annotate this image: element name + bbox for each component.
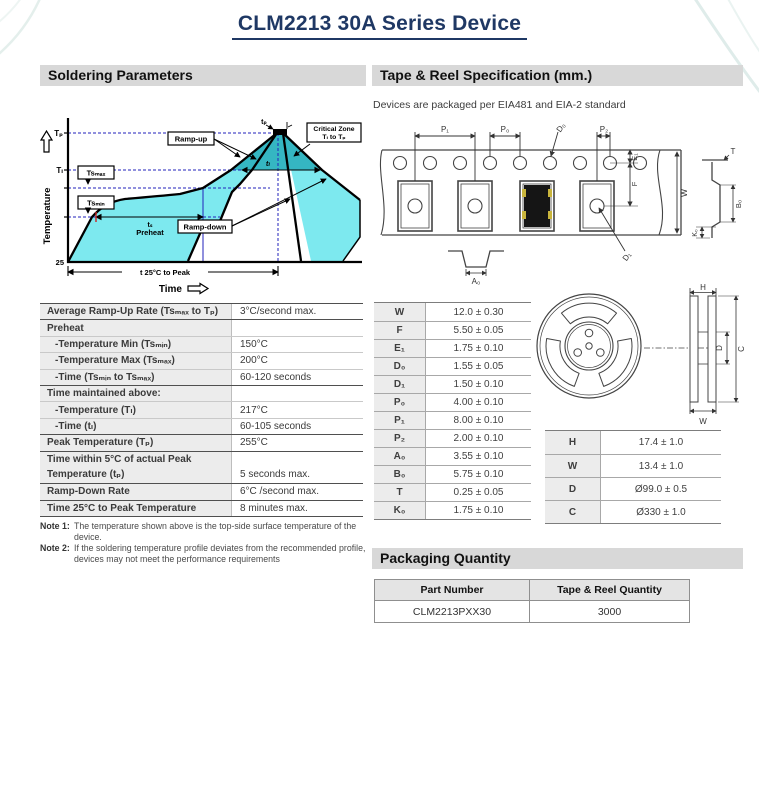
y-axis-title: Temperature <box>42 187 53 245</box>
param-value: 200°C <box>232 353 363 368</box>
time-axis-arrow-icon <box>188 284 208 294</box>
dim-key: D₀ <box>374 358 426 375</box>
dim-key: W <box>374 303 426 321</box>
note2-text-cont: devices may not meet the performance requirements <box>74 554 280 564</box>
tp-axis-label: Tₚ <box>54 129 63 138</box>
dim-row <box>374 411 531 429</box>
ts-span-label: tₛ <box>147 222 153 229</box>
dim-row <box>545 431 721 454</box>
dim-val: 5.75 ± 0.10 <box>453 469 504 480</box>
page-title: CLM2213 30A Series Device <box>232 12 527 40</box>
table-row <box>40 352 363 368</box>
table-row <box>40 303 363 319</box>
param-value: 217°C <box>232 402 363 417</box>
table-row <box>40 483 363 499</box>
dim-row <box>374 393 531 411</box>
dim-row <box>374 501 531 519</box>
param-label: -Temperature Max (Tsₘₐₓ) <box>40 353 232 368</box>
quantity-value: 3000 <box>597 605 622 618</box>
dim-b0-label: B₀ <box>734 199 743 209</box>
dim-key: P₁ <box>374 412 426 429</box>
dim-a0-label: A₀ <box>471 277 481 286</box>
dim-t-label: T <box>730 147 736 156</box>
dim-key: K₀ <box>374 502 426 519</box>
reel-side-view <box>644 296 716 402</box>
param-value <box>232 320 363 335</box>
dim-e1-label: E₁ <box>630 153 639 161</box>
dim-val: 8.00 ± 0.10 <box>453 415 504 426</box>
part-number-value: CLM2213PXX30 <box>375 601 530 622</box>
tape-pockets <box>398 181 614 231</box>
dim-key: T <box>374 484 426 501</box>
param-label: Peak Temperature (Tₚ) <box>40 435 232 450</box>
dim-val: 12.0 ± 0.30 <box>453 306 504 318</box>
param-label: Ramp-Down Rate <box>40 484 232 499</box>
table-row <box>40 401 363 417</box>
dim-val: 1.75 ± 0.10 <box>453 343 504 354</box>
dim-val: 1.50 ± 0.10 <box>453 379 504 390</box>
dim-d1-label: D₁ <box>620 250 634 263</box>
param-value: 150°C <box>232 337 363 352</box>
ramp-down-label: Ramp-down <box>183 222 227 232</box>
tsmax-label: Tsₘₐₓ <box>86 168 106 178</box>
dim-d0-label: D₀ <box>554 121 568 134</box>
dim-val: 17.4 ± 1.0 <box>638 437 684 448</box>
dim-key: W <box>545 455 601 477</box>
tp-span-label: tₚ <box>261 119 267 126</box>
param-label: Temperature (tₚ) <box>40 467 232 483</box>
dim-p1-label: P₁ <box>440 125 450 134</box>
tl-axis-label: Tₗ <box>56 166 63 175</box>
param-value: 5 seconds max. <box>232 467 363 483</box>
dim-val: 5.50 ± 0.05 <box>453 325 504 336</box>
param-value <box>232 386 363 401</box>
dim-row <box>374 303 531 321</box>
dim-p0-label: P₀ <box>500 125 510 134</box>
dim-key: C <box>545 501 601 523</box>
page-title-wrap <box>0 12 759 40</box>
dim-key: D₁ <box>374 376 426 393</box>
param-value: 8 minutes max. <box>232 501 363 516</box>
note1-text: The temperature shown above is the top-side surface temperature of the device. <box>74 521 357 542</box>
reel-diagram <box>534 283 752 428</box>
tape-side-profile <box>702 160 728 238</box>
dim-val: Ø330 ± 1.0 <box>636 506 686 518</box>
x-span-label: t 25°C to Peak <box>139 268 191 277</box>
dim-val: 3.55 ± 0.10 <box>453 451 504 462</box>
soldering-notes <box>40 521 370 565</box>
dim-row <box>374 447 531 465</box>
tape-diagram <box>372 118 752 293</box>
param-label: -Temperature Min (Tsₘᵢₙ) <box>40 337 232 352</box>
col-header-part-number: Part Number <box>375 580 530 600</box>
pocket-cross-section <box>448 251 504 267</box>
dim-row <box>374 357 531 375</box>
dim-key: D <box>545 478 601 500</box>
dim-key: P₀ <box>374 394 426 411</box>
soldering-parameters-table <box>40 303 363 517</box>
preheat-label: Preheat <box>136 228 164 237</box>
param-label: Preheat <box>40 320 232 335</box>
dim-key: E₁ <box>374 340 426 357</box>
tape-dimensions-table <box>374 302 531 520</box>
dim-val: 13.4 ± 1.0 <box>638 460 684 472</box>
table-row <box>40 451 363 467</box>
table-row <box>40 369 363 385</box>
dim-d-label: D <box>715 345 724 351</box>
x-axis-title: Time <box>158 284 182 295</box>
dim-row <box>374 321 531 339</box>
dim-k0-label: K₀ <box>692 229 699 237</box>
dim-row <box>545 454 721 477</box>
dim-row <box>374 429 531 447</box>
param-value: 60-105 seconds <box>232 419 363 434</box>
dim-row <box>374 375 531 393</box>
tsmin-label: Tsₘᵢₙ <box>87 198 105 208</box>
param-label: Time maintained above: <box>40 386 232 401</box>
table-row <box>40 467 363 483</box>
origin-label: 25 <box>55 258 64 267</box>
dim-f-label: F <box>630 181 639 187</box>
col-header-quantity: Tape & Reel Quantity <box>557 584 662 596</box>
reel-front-view <box>537 294 641 398</box>
note1-label: Note 1: <box>40 521 70 531</box>
param-label: -Temperature (Tₗ) <box>40 402 232 417</box>
dim-val: Ø99.0 ± 0.5 <box>634 483 688 495</box>
table-row <box>40 336 363 352</box>
dim-row <box>374 339 531 357</box>
param-value: 255°C <box>232 435 363 450</box>
dim-key: F <box>374 322 426 339</box>
sprocket-holes <box>394 157 647 170</box>
tape-reel-subtitle: Devices are packaged per EIA481 and EIA-2 standard <box>373 99 626 111</box>
temperature-axis-arrow-icon <box>41 131 52 152</box>
param-label: Time 25°C to Peak Temperature <box>40 501 232 516</box>
dim-w-strip-label: W <box>679 188 689 198</box>
packaging-header-row <box>375 580 689 601</box>
dim-w-reel-label: W <box>699 417 707 426</box>
tape-strip-right-break <box>657 150 662 235</box>
dim-val: 0.25 ± 0.05 <box>453 487 504 498</box>
critical-zone-label-1: Critical Zone <box>313 126 355 133</box>
section-header-packaging: Packaging Quantity <box>372 548 743 569</box>
device-in-pocket <box>522 185 552 227</box>
dim-h-label: H <box>700 283 706 292</box>
dim-key: A₀ <box>374 448 426 465</box>
packaging-data-row <box>375 601 689 622</box>
table-row <box>40 500 363 516</box>
reel-dimensions-table <box>545 430 721 524</box>
table-row <box>40 385 363 401</box>
dim-row <box>545 477 721 500</box>
param-label: -Time (tₗ) <box>40 419 232 434</box>
param-value <box>232 452 363 467</box>
param-value: 60-120 seconds <box>232 370 363 385</box>
packaging-quantity-table <box>374 579 690 623</box>
dim-row <box>374 465 531 483</box>
dim-key: P₂ <box>374 430 426 447</box>
tape-strip-left-break <box>380 150 384 235</box>
param-label: Average Ramp-Up Rate (Tsₘₐₓ to Tₚ) <box>40 304 232 319</box>
dim-c-label: C <box>737 346 746 352</box>
tl-span-label: tₗ <box>265 159 271 168</box>
dim-val: 2.00 ± 0.10 <box>453 433 504 444</box>
dim-row <box>374 483 531 501</box>
table-row <box>40 319 363 335</box>
dim-key: H <box>545 431 601 454</box>
section-header-soldering: Soldering Parameters <box>40 65 366 86</box>
ramp-up-label: Ramp-up <box>174 134 208 144</box>
dim-key: B₀ <box>374 466 426 483</box>
note2-label: Note 2: <box>40 543 70 553</box>
critical-zone-label-2: Tₗ to Tₚ <box>322 134 346 141</box>
soldering-profile-chart <box>30 104 368 298</box>
param-label: -Time (Tsₘᵢₙ to Tsₘₐₓ) <box>40 370 232 385</box>
note2-text: If the soldering temperature profile deviates from the recommended profile, <box>74 543 366 553</box>
dim-p2-label: P₂ <box>599 125 609 134</box>
param-value: 6°C /second max. <box>232 484 363 499</box>
param-value: 3°C/second max. <box>232 304 363 319</box>
param-label: Time within 5°C of actual Peak <box>40 452 232 467</box>
dim-val: 1.75 ± 0.10 <box>453 505 504 516</box>
peak-plateau-marker <box>273 129 287 135</box>
dim-row <box>545 500 721 523</box>
table-row <box>40 418 363 434</box>
dim-val: 4.00 ± 0.10 <box>453 397 504 408</box>
dim-val: 1.55 ± 0.05 <box>453 361 504 372</box>
section-header-tape-reel: Tape & Reel Specification (mm.) <box>372 65 743 86</box>
table-row <box>40 434 363 450</box>
